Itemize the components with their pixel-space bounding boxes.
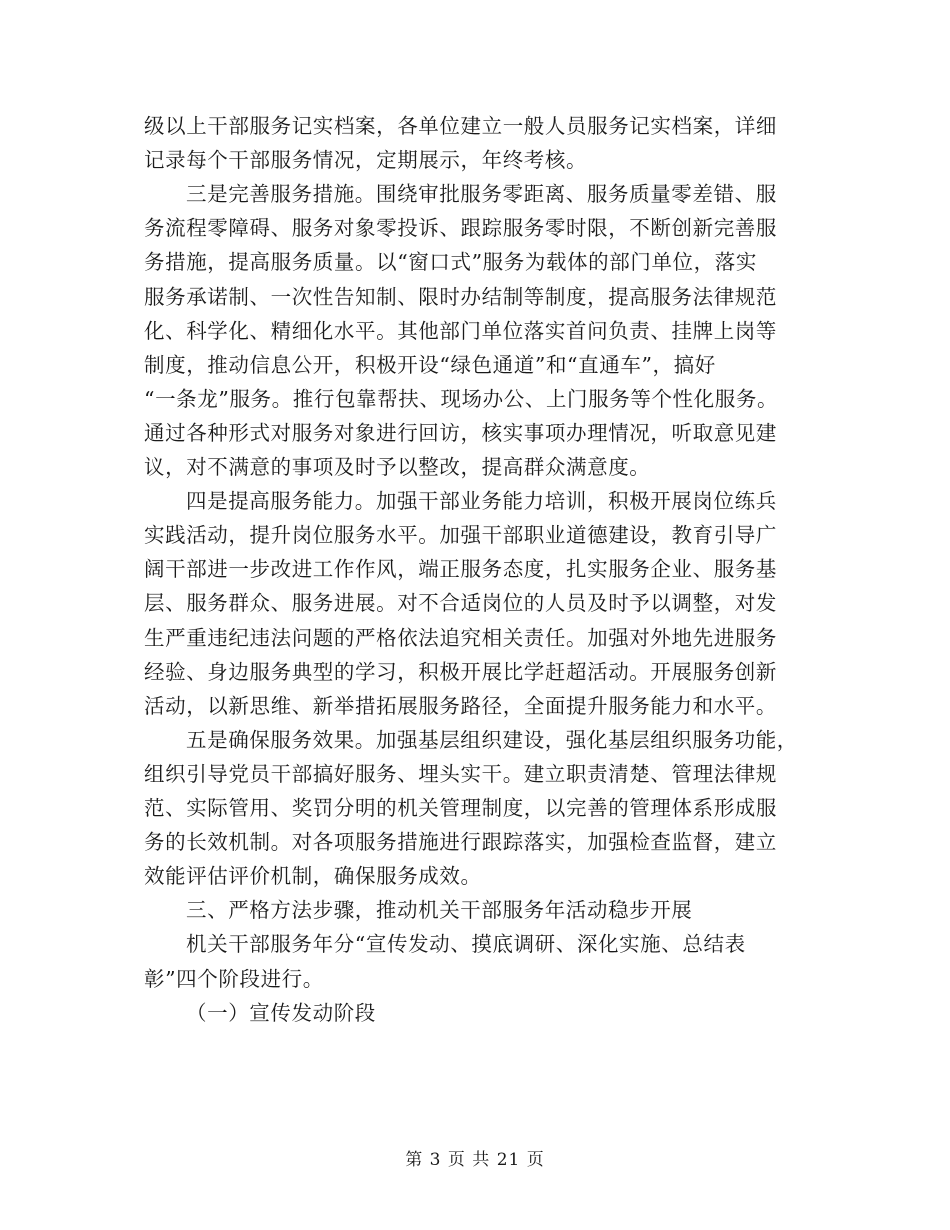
text-line: 彰”四个阶段进行。 (144, 966, 324, 991)
page-footer: 第 3 页 共 21 页 (405, 1150, 545, 1170)
text-line: 制度，推动信息公开，积极开设“绿色通道”和“直通车”，搞好 (144, 352, 716, 377)
text-line: 三是完善服务措施。围绕审批服务零距离、服务质量零差错、服 (186, 182, 777, 207)
text-line: 务的长效机制。对各项服务措施进行跟踪落实，加强检查监督，建立 (144, 830, 777, 855)
text-line: “一条龙”服务。推行包靠帮扶、现场办公、上门服务等个性化服务。 (144, 386, 779, 411)
text-line: 层、服务群众、服务进展。对不合适岗位的人员及时予以调整，对发 (144, 591, 777, 616)
text-line: 五是确保服务效果。加强基层组织建设，强化基层组织服务功能， (186, 727, 798, 752)
text-line: 级以上干部服务记实档案，各单位建立一般人员服务记实档案，详细 (144, 114, 777, 138)
text-line: （一）宣传发动阶段 (186, 1000, 376, 1025)
text-line: 机关干部服务年分“宣传发动、摸底调研、深化实施、总结表 (186, 932, 746, 957)
text-line: 化、科学化、精细化水平。其他部门单位落实首问负责、挂牌上岗等 (144, 318, 777, 343)
text-line: 实践活动，提升岗位服务水平。加强干部职业道德建设，教育引导广 (144, 523, 777, 548)
text-line: 经验、身边服务典型的学习，积极开展比学赶超活动。开展服务创新 (144, 659, 777, 684)
text-line: 四是提高服务能力。加强干部业务能力培训，积极开展岗位练兵 (186, 489, 777, 514)
text-line: 务流程零障碍、服务对象零投诉、跟踪服务零时限，不断创新完善服 (144, 216, 777, 241)
text-line: 范、实际管用、奖罚分明的机关管理制度，以完善的管理体系形成服 (144, 796, 777, 820)
text-line: 生严重违纪违法问题的严格依法追究相关责任。加强对外地先进服务 (144, 625, 777, 650)
text-line: 务措施，提高服务质量。以“窗口式”服务为载体的部门单位，落实 (144, 250, 757, 275)
text-line: 服务承诺制、一次性告知制、限时办结制等制度，提高服务法律规范 (144, 284, 777, 309)
text-line: 议，对不满意的事项及时予以整改，提高群众满意度。 (144, 455, 651, 479)
text-line: 三、严格方法步骤，推动机关干部服务年活动稳步开展 (186, 898, 693, 923)
text-line: 阔干部进一步改进工作作风，端正服务态度，扎实服务企业、服务基 (144, 557, 777, 582)
text-line: 组织引导党员干部搞好服务、埋头实干。建立职责清楚、管理法律规 (144, 761, 777, 786)
text-line: 效能评估评价机制，确保服务成效。 (144, 864, 482, 889)
text-line: 活动，以新思维、新举措拓展服务路径，全面提升服务能力和水平。 (144, 693, 777, 718)
text-line: 通过各种形式对服务对象进行回访，核实事项办理情况，听取意见建 (144, 420, 777, 445)
text-line: 记录每个干部服务情况，定期展示，年终考核。 (144, 148, 588, 173)
